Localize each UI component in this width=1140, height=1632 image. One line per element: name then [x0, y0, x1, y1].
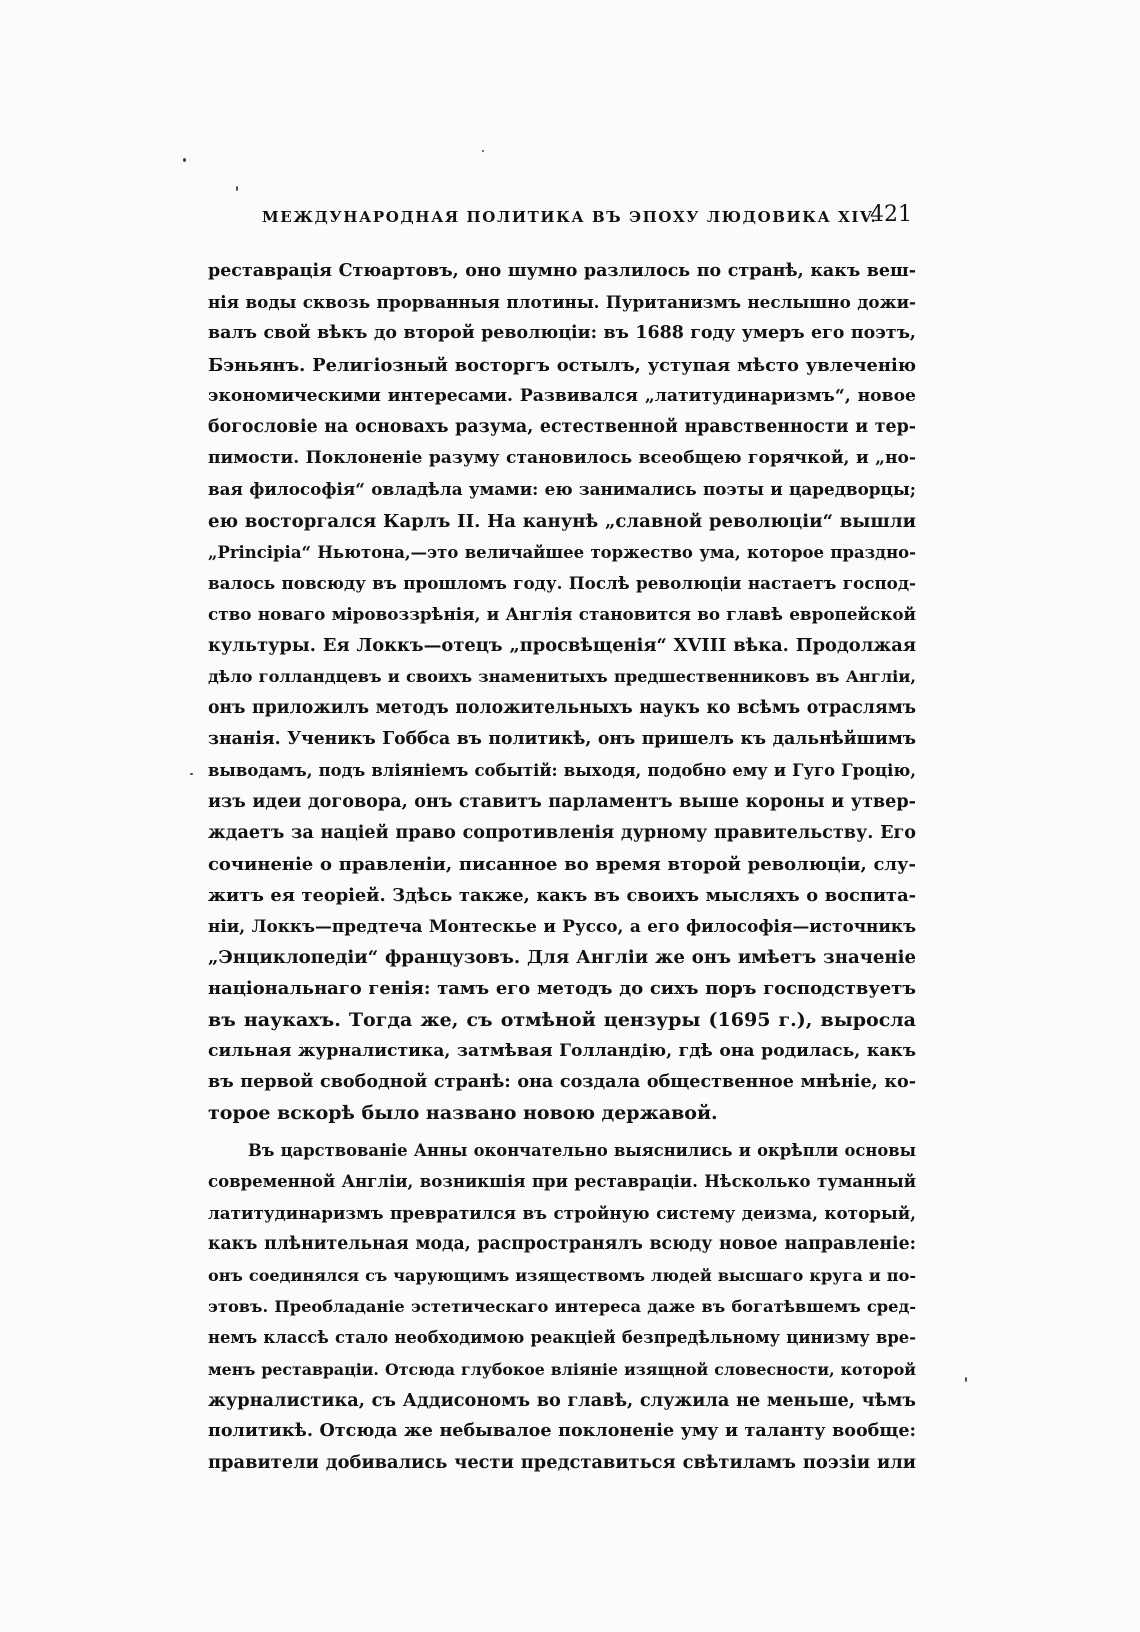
- text-line: правители добивались чести представиться свѣтиламъ поэзіи или: [208, 1452, 916, 1474]
- text-line: дѣло голландцевъ и своихъ знаменитыхъ предшественниковъ въ Англіи,: [208, 667, 916, 687]
- text-line: Въ царствованіе Анны окончательно выяснились и окрѣпли основы: [248, 1141, 916, 1161]
- text-line: менъ реставраціи. Отсюда глубокое вліяніе изящной словесности, которой: [208, 1359, 916, 1379]
- text-line: культуры. Ея Локкъ—отецъ „просвѣщенія“ XVIII вѣка. Продолжая: [208, 635, 916, 657]
- paragraph-1: [208, 256, 916, 1129]
- text-line: житъ ея теоріей. Здѣсь также, какъ въ своихъ мысляхъ о воспита-: [208, 884, 916, 906]
- text-line: онъ соединялся съ чарующимъ изяществомъ людей высшаго круга и по-: [208, 1266, 916, 1285]
- print-speck: [236, 186, 238, 191]
- text-line: ніи, Локкъ—предтеча Монтескье и Руссо, а его философія—источникъ: [208, 915, 916, 936]
- text-line: въ наукахъ. Тогда же, съ отмѣной цензуры (1695 г.), выросла: [208, 1008, 916, 1031]
- print-speck: [183, 158, 186, 162]
- text-line: ждаетъ за націей право сопротивленія дурному правительству. Его: [208, 822, 916, 844]
- text-line: пимости. Поклоненіе разуму становилось всеобщею горячкой, и „но-: [208, 448, 916, 469]
- text-line: „Principia“ Ньютона,—это величайшее торжество ума, которое праздно-: [208, 542, 916, 562]
- text-line: ею восторгался Карлъ II. На канунѣ „славной революціи“ вышли: [208, 510, 916, 532]
- print-speck: [482, 150, 484, 152]
- text-line: политикѣ. Отсюда же небывалое поклоненіе уму и таланту вообще:: [208, 1420, 916, 1441]
- page-header: [262, 202, 912, 238]
- text-line: валось повсюду въ прошломъ году. Послѣ революціи настаетъ господ-: [208, 572, 916, 593]
- text-line: немъ классѣ стало необходимою реакціей безпредѣльному цинизму вре-: [208, 1328, 916, 1348]
- text-line: онъ приложилъ методъ положительныхъ наукъ ко всѣмъ отраслямъ: [208, 697, 916, 718]
- text-line: богословіе на основахъ разума, естественной нравственности и тер-: [208, 416, 916, 437]
- text-line: вая философія“ овладѣла умами: ею занимались поэты и царедворцы;: [208, 479, 916, 500]
- text-line: сочиненіе о правленіи, писанное во время второй революціи, слу-: [208, 853, 916, 875]
- text-line: латитудинаризмъ превратился въ стройную систему деизма, который,: [208, 1202, 916, 1223]
- text-line: изъ идеи договора, онъ ставитъ парламентъ выше короны и утвер-: [208, 791, 916, 813]
- text-line: Бэньянъ. Религіозный восторгъ остылъ, уступая мѣсто увлеченію: [208, 354, 916, 376]
- text-line: реставрація Стюартовъ, оно шумно разлилось по странѣ, какъ веш-: [208, 261, 916, 281]
- text-line: ство новаго міровоззрѣнія, и Англія становится во главѣ европейской: [208, 604, 916, 625]
- text-line: валъ свой вѣкъ до второй революціи: въ 1688 году умеръ его поэтъ,: [208, 323, 916, 344]
- body-text: [208, 256, 916, 1478]
- print-speck: [190, 773, 193, 775]
- page-number: 421: [870, 202, 912, 227]
- text-line: знанія. Ученикъ Гоббса въ политикѣ, онъ пришелъ къ дальнѣйшимъ: [208, 728, 916, 749]
- text-line: въ первой свободной странѣ: она создала общественное мнѣніе, ко-: [208, 1071, 916, 1092]
- running-head: МЕЖДУНАРОДНАЯ ПОЛИТИКА ВЪ ЭПОХУ ЛЮДОВИКА XIV.: [262, 208, 878, 226]
- text-line: журналистика, съ Аддисономъ во главѣ, служила не меньше, чѣмъ: [208, 1389, 916, 1411]
- text-line: національнаго генія: тамъ его методъ до сихъ поръ господствуетъ: [208, 978, 916, 1000]
- text-line: современной Англіи, возникшія при реставраціи. Нѣсколько туманный: [208, 1171, 916, 1192]
- text-line: „Энциклопедіи“ французовъ. Для Англіи же онъ имѣетъ значеніе: [208, 947, 916, 969]
- text-line: торое вскорѣ было названо новою державой.: [208, 1102, 718, 1125]
- paragraph-2: [208, 1135, 916, 1478]
- print-speck: [965, 1377, 967, 1382]
- text-line: какъ плѣнительная мода, распространялъ всюду новое направленіе:: [208, 1233, 916, 1254]
- text-line: нія воды сквозь прорванныя плотины. Пуританизмъ неслышно дожи-: [208, 292, 916, 313]
- text-line: экономическими интересами. Развивался „латитудинаризмъ“, новое: [208, 385, 916, 406]
- text-line: сильная журналистика, затмѣвая Голландію, гдѣ она родилась, какъ: [208, 1040, 916, 1061]
- text-line: этовъ. Преобладаніе эстетическаго интереса даже въ богатѣвшемъ сред-: [208, 1297, 916, 1317]
- text-line: выводамъ, подъ вліяніемъ событій: выходя, подобно ему и Гуго Гроцію,: [208, 761, 916, 780]
